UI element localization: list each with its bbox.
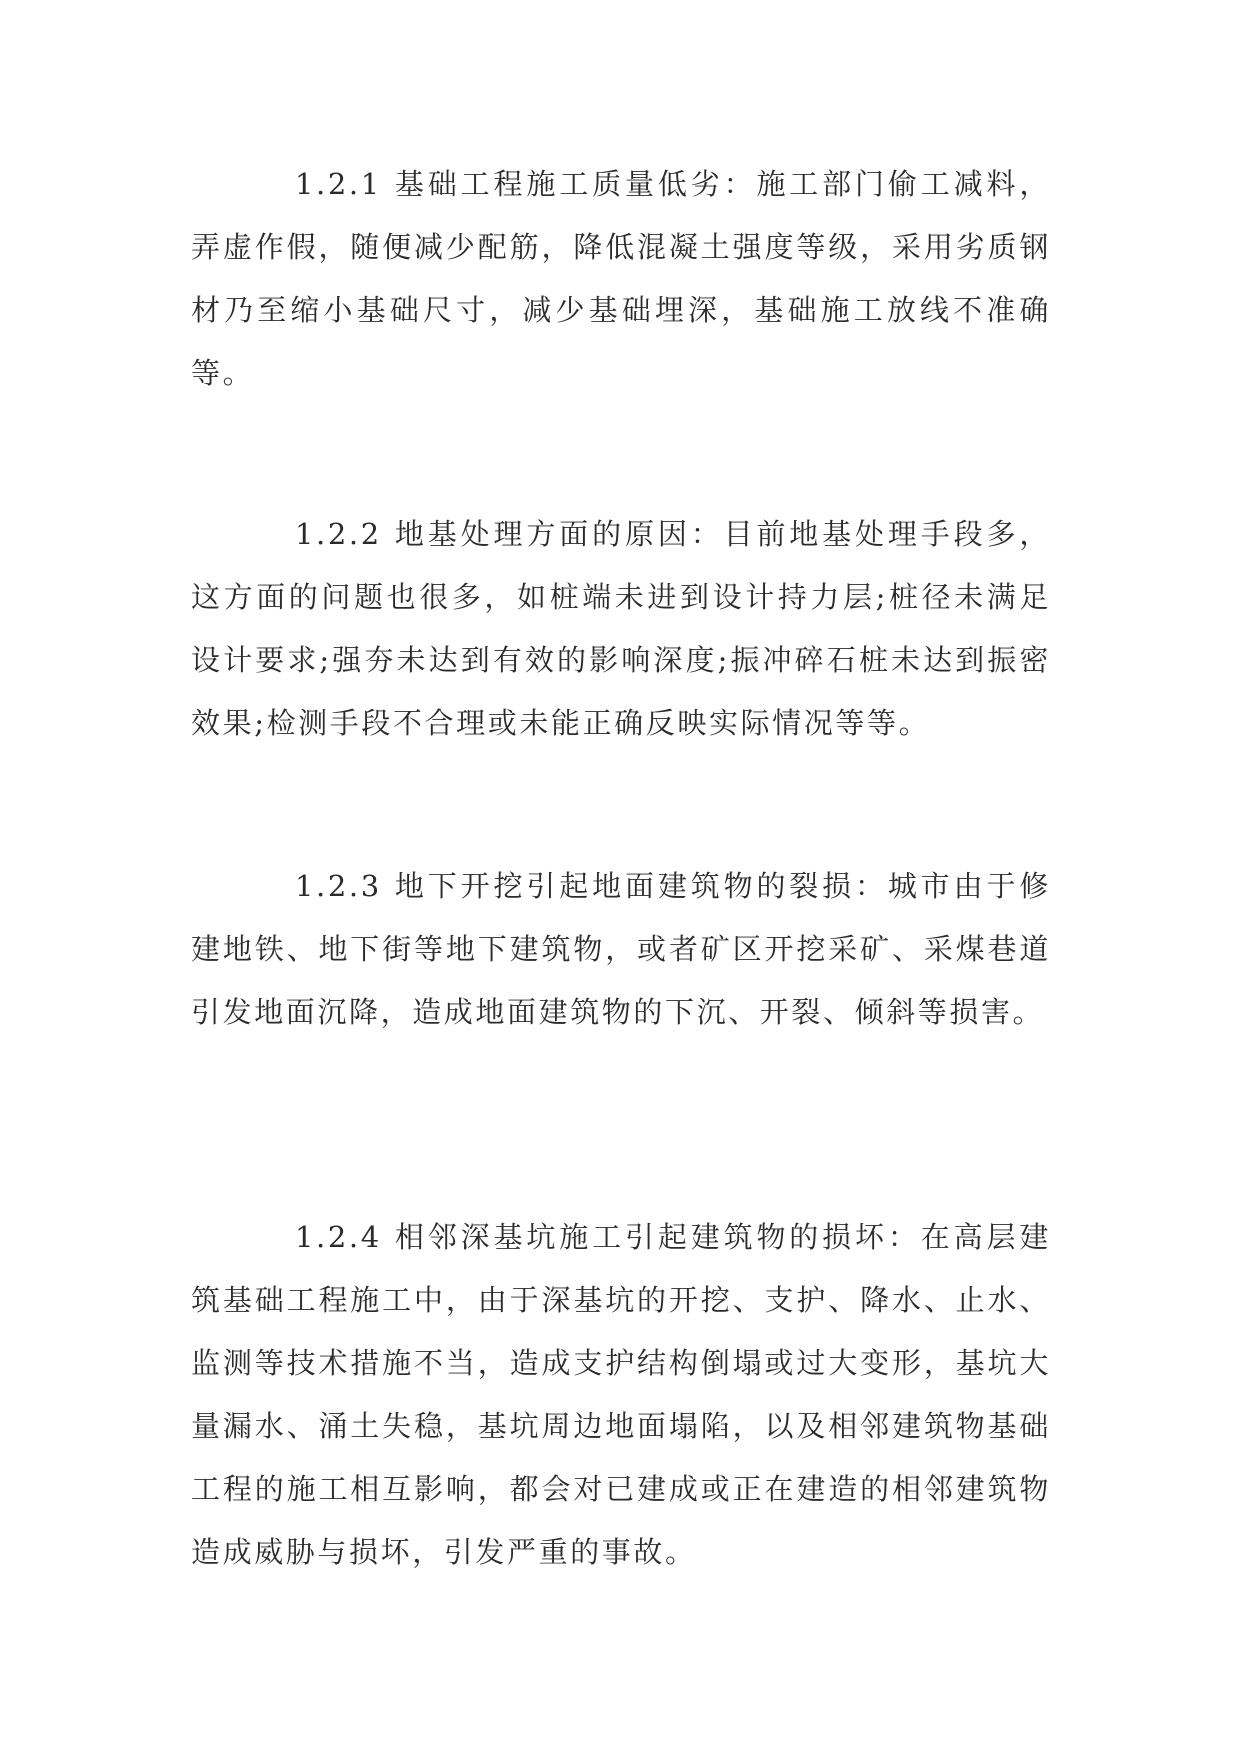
paragraph-1-2-1: 1.2.1 基础工程施工质量低劣：施工部门偷工减料，弄虚作假，随便减少配筋，降低混凝土强度等级，采用劣质钢材乃至缩小基础尺寸，减少基础埋深，基础施工放线不准确等。: [191, 167, 1051, 390]
paragraph-1-2-2: 1.2.2 地基处理方面的原因：目前地基处理手段多，这方面的问题也很多，如桩端未进到设计持力层;桩径未满足设计要求;强夯未达到有效的影响深度;振冲碎石桩未达到振密效果;检测手段不合理或未能正确反映实际情况等等。: [191, 517, 1051, 740]
paragraph-1-2-3: 1.2.3 地下开挖引起地面建筑物的裂损：城市由于修建地铁、地下街等地下建筑物，或者矿区开挖采矿、采煤巷道引发地面沉降，造成地面建筑物的下沉、开裂、倾斜等损害。: [191, 869, 1051, 1029]
paragraph-1-2-4: 1.2.4 相邻深基坑施工引起建筑物的损坏：在高层建筑基础工程施工中，由于深基坑的开挖、支护、降水、止水、监测等技术措施不当，造成支护结构倒塌或过大变形，基坑大量漏水、涌土失稳，基坑周边地面塌陷，以及相邻建筑物基础工程的施工相互影响，都会对已建成或正在建造的相邻建筑物造成威胁与损坏，引发严重的事故。: [191, 1220, 1051, 1569]
